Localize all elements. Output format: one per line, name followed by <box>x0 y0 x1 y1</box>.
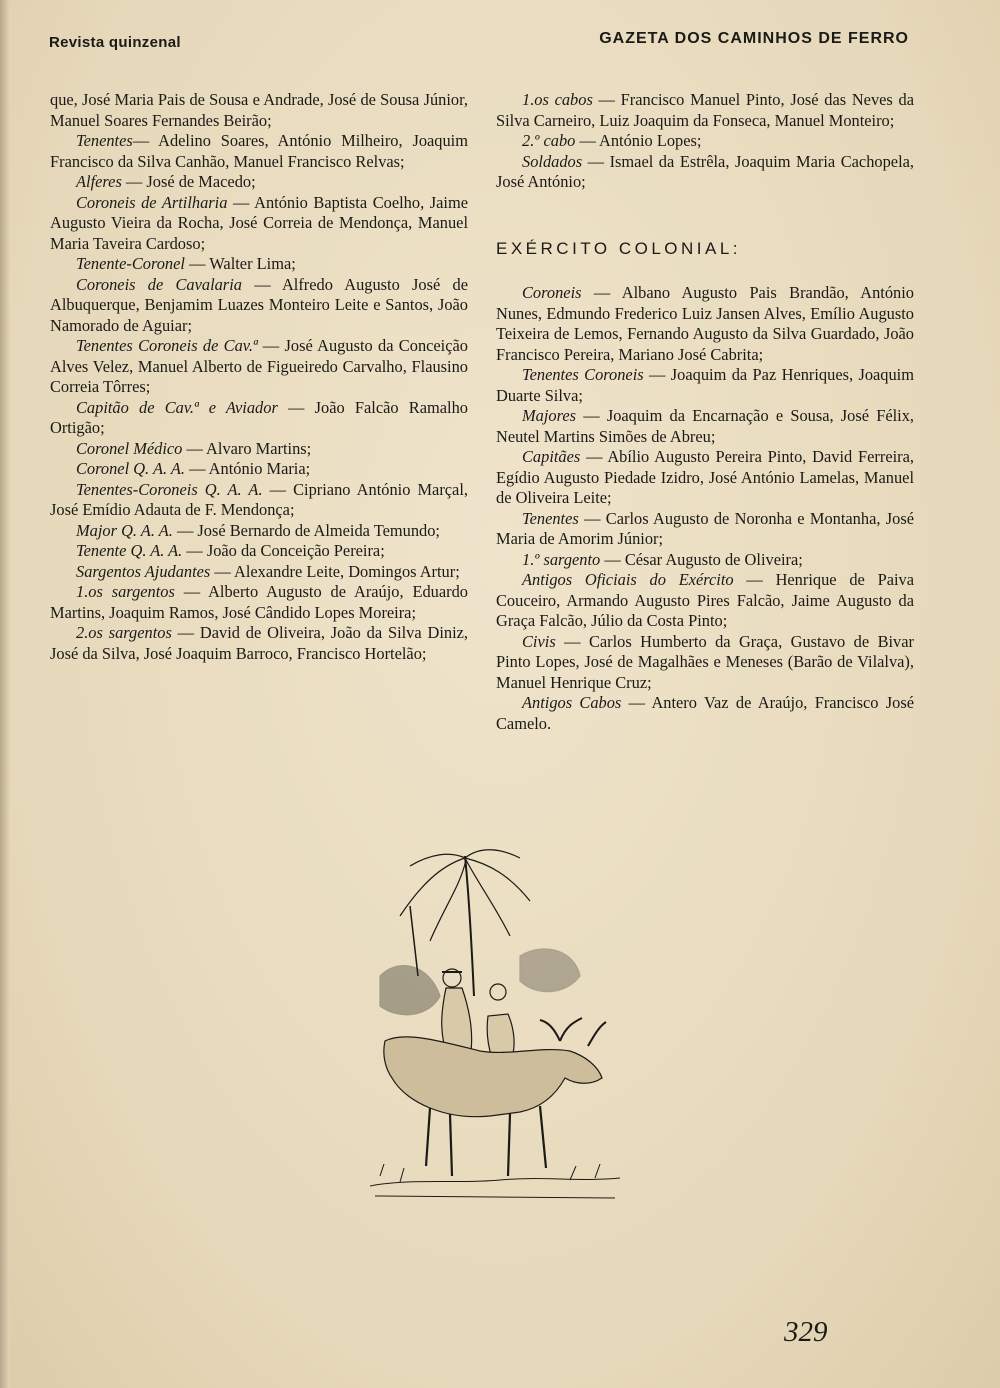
right-column <box>496 90 914 734</box>
list-item: 2.os sargentos — David de Oliveira, João da Silva Diniz, José da Silva, José Joaquim Barroco, Francisco Hortelão; <box>50 623 468 663</box>
list-item: Tenente-Coronel — Walter Lima; <box>76 254 296 273</box>
running-header-left: Revista quinzenal <box>49 34 181 51</box>
list-item: Tenente Q. A. A. — João da Conceição Pereira; <box>76 541 385 560</box>
list-item: Coroneis de Artilharia — António Baptista Coelho, Jaime Augusto Vieira da Rocha, José Correia de Mendonça, Manuel Maria Taveira Cardoso; <box>50 192 468 253</box>
list-item: Major Q. A. A. — José Bernardo de Almeida Temundo; <box>76 520 440 540</box>
list-item: Antigos Cabos — Antero Vaz de Araújo, Francisco José Camelo. <box>496 693 914 733</box>
engraving-illustration <box>370 846 620 1216</box>
list-item: Majores — Joaquim da Encarnação e Sousa, José Félix, Neutel Martins Simões de Abreu; <box>496 406 914 446</box>
list-item: Coroneis de Cavalaria — Alfredo Augusto José de Albuquerque, Benjamim Luazes Monteiro Leite e Santos, João Namorado de Aguiar; <box>50 274 469 335</box>
list-item: Coronel Q. A. A. — António Maria; <box>76 459 311 478</box>
list-item: Coroneis — Albano Augusto Pais Brandão, António Nunes, Edmundo Frederico Luiz Jansen Alves, Emílio Augusto Teixeira de Lemos, Fernando Augusto da Silva Guardado, João Francisco Pereira, Mariano José Cabrita; <box>496 283 914 364</box>
list-item: Tenentes Coroneis de Cav.ª — José Augusto da Conceição Alves Velez, Manuel Alberto de Figueiredo Carvalho, Flausino Correia Tôrres; <box>50 336 468 396</box>
list-item: Tenentes Coroneis — Joaquim da Paz Henriques, Joaquim Duarte Silva; <box>496 365 914 405</box>
list-item: Alferes — José de Macedo; <box>76 172 256 191</box>
page-number: 329 <box>784 1316 828 1348</box>
list-item: 1.os cabos — Francisco Manuel Pinto, José das Neves da Silva Carneiro, Luiz Joaquim da Fonseca, Manuel Monteiro; <box>496 90 914 130</box>
list-item: Capitães — Abílio Augusto Pereira Pinto, David Ferreira, Egídio Augusto Piedade Izidro, José António Lamelas, Manuel de Oliveira Leite; <box>496 447 914 507</box>
list-item: que, José Maria Pais de Sousa e Andrade, José de Sousa Júnior, Manuel Soares Fernandes Beirão; <box>50 90 468 130</box>
list-item: Sargentos Ajudantes — Alexandre Leite, Domingos Artur; <box>76 561 460 581</box>
left-column <box>50 90 468 664</box>
list-item: Civis — Carlos Humberto da Graça, Gustavo de Bivar Pinto Lopes, José de Magalhães e Meneses (Barão de Vilalva), Manuel Henrique Cruz; <box>496 631 914 692</box>
binding-edge <box>0 0 10 1388</box>
list-item: Tenentes— Adelino Soares, António Milheiro, Joaquim Francisco da Silva Canhão, Manuel Francisco Relvas; <box>50 131 468 171</box>
list-item: Tenentes-Coroneis Q. A. A. — Cipriano António Marçal, José Emídio Adauta de F. Mendonça; <box>50 479 468 519</box>
list-item: Tenentes — Carlos Augusto de Noronha e Montanha, José Maria de Amorim Júnior; <box>496 508 914 548</box>
list-item: 1.º sargento — César Augusto de Oliveira; <box>522 549 803 569</box>
list-item: Antigos Oficiais do Exército — Henrique de Paiva Couceiro, Armando Augusto Pires Falcão, Jaime Augusto da Graça Falcão, Júlio da Costa Pinto; <box>496 570 914 630</box>
list-item: Capitão de Cav.ª e Aviador — João Falcão Ramalho Ortigão; <box>50 397 468 437</box>
running-header-right: GAZETA DOS CAMINHOS DE FERRO <box>599 30 909 47</box>
section-heading: EXÉRCITO COLONIAL: <box>496 238 742 258</box>
list-item: Soldados — Ismael da Estrêla, Joaquim Maria Cachopela, José António; <box>496 151 914 191</box>
list-item: 2.º cabo — António Lopes; <box>522 131 702 150</box>
list-item: 1.os sargentos — Alberto Augusto de Araújo, Eduardo Martins, Joaquim Ramos, José Cândido Lopes Moreira; <box>50 582 468 622</box>
list-item: Coronel Médico — Alvaro Martins; <box>76 438 312 458</box>
